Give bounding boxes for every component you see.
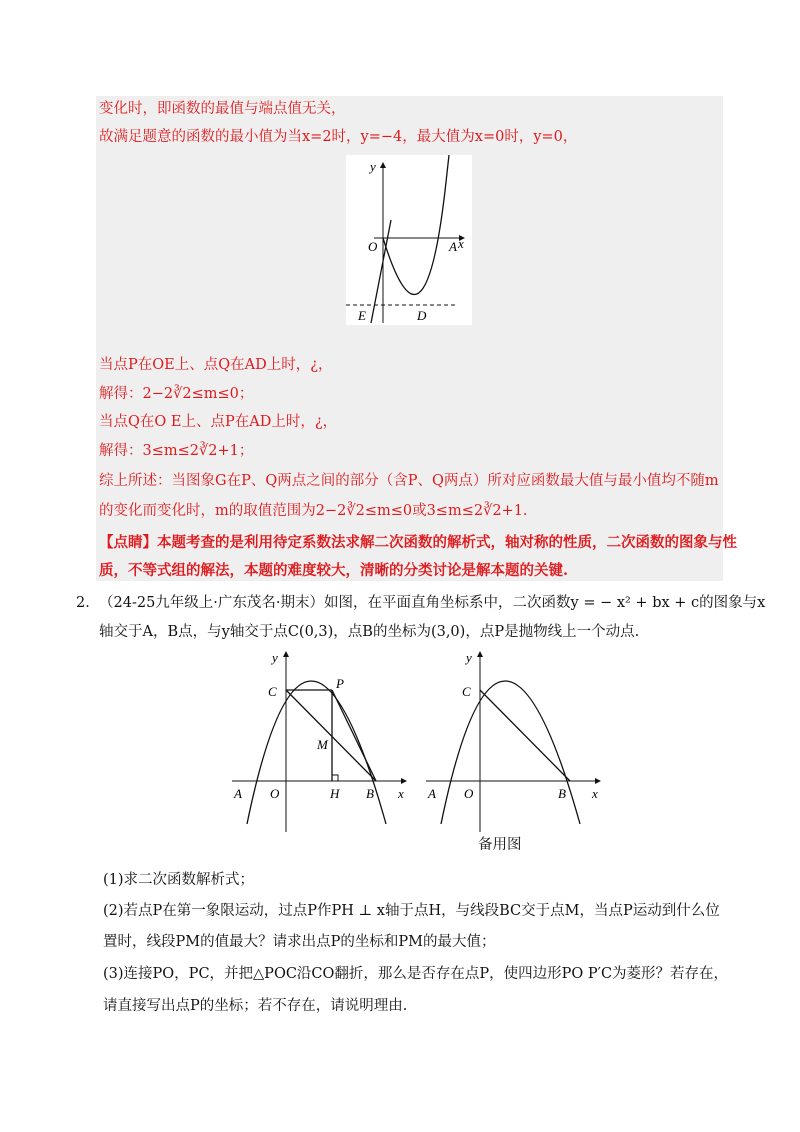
fig2-O: O [270, 786, 280, 801]
fig1-D: D [417, 308, 427, 323]
problem-line-1: （24-25九年级上·广东茂名·期末）如图，在平面直角坐标系中，二次函数y = − x² + bx + c的图象与x [99, 595, 766, 611]
solution-line-1: 变化时，即函数的最值与端点值无关， [99, 101, 346, 117]
comment-line-1: 【点睛】本题考查的是利用待定系数法求解二次函数的解析式，轴对称的性质，二次函数的图象与性 [99, 534, 737, 551]
question-3-line-1: (3)连接PO，PC，并把△POC沿CO翻折，那么是否存在点P，使四边形PO P′C为菱形？若存在， [103, 966, 729, 982]
fig2-C: C [268, 684, 277, 699]
fig2-B: B [366, 786, 374, 801]
fig2-y: y [272, 650, 278, 665]
line-oe [371, 220, 391, 323]
comment-line-2: 质，不等式组的解法，本题的难度较大，清晰的分类讨论是解本题的关键. [99, 562, 569, 579]
right-angle-mark [332, 775, 338, 781]
line-cb [480, 690, 570, 781]
parabola [247, 681, 386, 824]
fig3-y: y [466, 650, 472, 665]
question-2-line-2: 置时，线段PM的值最大？请求出点P的坐标和PM的最大值； [103, 934, 496, 950]
line-pb [332, 690, 376, 781]
fig1-A: A [449, 239, 457, 254]
figure-caption: 备用图 [478, 837, 522, 853]
fig2-M: M [317, 737, 328, 752]
parabola [383, 155, 449, 295]
fig2-A: A [234, 786, 242, 801]
figure-1 [346, 155, 472, 325]
fig1-O: O [368, 239, 378, 254]
fig2-x: x [398, 786, 404, 801]
problem-line-2: 轴交于A，B点，与y轴交于点C(0,3)，点B的坐标为(3,0)，点P是抛物线上一个动点. [99, 624, 640, 640]
question-2-line-1: (2)若点P在第一象限运动，过点P作PH ⊥ x轴于点H，与线段BC交于点M，当点P运动到什么位 [103, 903, 720, 919]
solution-line-3: 当点P在OE上、点Q在AD上时，¿， [99, 357, 333, 373]
solution-line-8: 的变化而变化时，m的取值范围为2−2∛2≤m≤0或3≤m≤2∛2+1. [99, 503, 528, 519]
question-1: (1)求二次函数解析式； [103, 872, 255, 888]
fig3-A: A [428, 786, 436, 801]
solution-line-5: 当点Q在O E上、点P在AD上时，¿， [99, 414, 338, 430]
fig1-E: E [358, 308, 366, 323]
fig3-B: B [558, 786, 566, 801]
solution-line-4: 解得：2−2∛2≤m≤0； [99, 386, 254, 402]
fig2-P: P [336, 676, 344, 691]
solution-line-7: 综上所述：当图象G在P、Q两点之间的部分（含P、Q两点）所对应函数最大值与最小值均不随m [99, 473, 719, 489]
fig3-x: x [592, 786, 598, 801]
fig3-O: O [464, 786, 474, 801]
figure-3 [420, 648, 610, 833]
fig1-x: x [458, 236, 464, 251]
solution-line-2: 故满足题意的函数的最小值为当x=2时，y=−4，最大值为x=0时，y=0， [99, 129, 578, 145]
fig2-H: H [330, 786, 340, 801]
parabola [441, 681, 580, 824]
figure-2 [226, 648, 416, 833]
question-3-line-2: 请直接写出点P的坐标；若不存在，请说明理由. [103, 998, 408, 1014]
line-cb [286, 690, 376, 781]
fig1-y: y [370, 159, 376, 174]
fig3-C: C [462, 684, 471, 699]
solution-line-6: 解得：3≤m≤2∛2+1； [99, 443, 254, 459]
problem-number: 2． [76, 595, 100, 611]
